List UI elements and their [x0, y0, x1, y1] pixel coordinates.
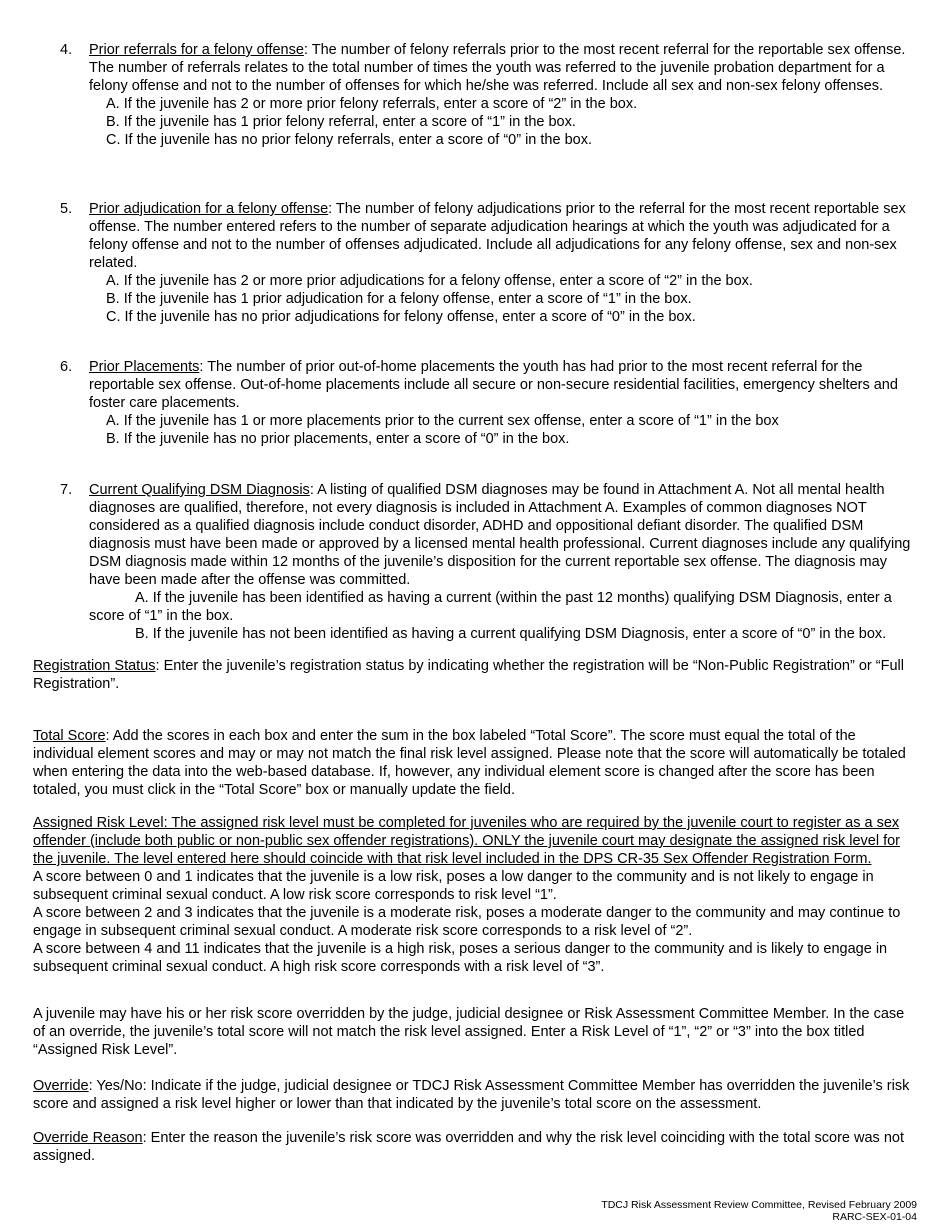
total-score-section — [33, 727, 918, 799]
item-7 — [60, 481, 915, 643]
item-title: Prior adjudication for a felony offense — [89, 201, 329, 217]
item-text: : The number of felony adjudications prior to the referral for the most recent reportable sex offense. The number entered refers to the number of separate adjudication hearings at which the youth was adjudicated for a felony offense and not to the number of offenses adjudicated. Include all adjudications for any felony offense, sex and non-sex related. — [89, 201, 906, 271]
risk-moderate-text: A score between 2 and 3 indicates that the juvenile is a moderate risk, poses a moderate danger to the community and may continue to engage in subsequent criminal sexual conduct. A moderate risk score corresponds to a risk level of “2”. — [33, 905, 901, 939]
option-b: B. If the juvenile has not been identified as having a current qualifying DSM Diagnosis, enter a score of “0” in the box. — [135, 626, 887, 642]
item-5 — [60, 200, 915, 326]
assigned-risk-level-section — [33, 814, 918, 976]
footer-form-id: RARC-SEX-01-04 — [832, 1211, 917, 1223]
item-options — [106, 95, 915, 149]
section-title: Override — [33, 1078, 89, 1094]
item-number: 5. — [60, 201, 73, 217]
item-title: Current Qualifying DSM Diagnosis — [89, 482, 310, 498]
section-text: : Enter the reason the juvenile’s risk score was overridden and why the risk level coinciding with the total score was not assigned. — [33, 1130, 904, 1164]
option-b: B. If the juvenile has no prior placements, enter a score of “0” in the box. — [106, 431, 570, 447]
item-number: 4. — [60, 42, 73, 58]
section-title: Assigned Risk Level: The assigned risk level must be completed for juveniles who are required by the juvenile court to register as a sex offender (include both public or non-public sex offender registrations). ONLY the juvenile court may designate the assigned risk level for the juvenile. The level entered here should coincide with that risk level included in the DPS CR-35 Sex Offender Registration Form. — [33, 815, 900, 867]
item-text: : The number of felony referrals prior to the most recent referral for the reportable sex offense. The number of referrals relates to the total number of times the youth was referred to the juvenile probation department for a felony offense and not to the number of offenses for which he/she was referred. Include all sex and non-sex felony offenses. — [89, 42, 906, 94]
registration-status-section — [33, 657, 918, 693]
item-4 — [60, 41, 915, 149]
item-text: : A listing of qualified DSM diagnoses may be found in Attachment A. Not all mental health diagnoses are qualified, therefore, not every diagnosis is included in Attachment A. Examples of common diagnoses NOT considered as a qualified diagnosis include conduct disorder, ADHD and oppositional defiant disorder. The qualified DSM diagnosis must have been made or approved by a licensed mental health professional. Current diagnoses include any qualifying DSM diagnosis made within 12 months of the juvenile’s disposition for the current reportable sex offense. The diagnosis may have been made after the offense was committed. — [89, 482, 911, 588]
risk-low-text: A score between 0 and 1 indicates that the juvenile is a low risk, poses a low danger to the community and is not likely to engage in subsequent criminal sexual conduct. A low risk score corresponds to risk level “1”. — [33, 869, 874, 903]
item-number: 6. — [60, 359, 73, 375]
footer-revision: TDCJ Risk Assessment Review Committee, Revised February 2009 — [601, 1199, 917, 1211]
item-body — [89, 481, 915, 643]
option-c: C. If the juvenile has no prior adjudications for felony offense, enter a score of “0” in the box. — [106, 309, 696, 325]
item-text: : The number of prior out-of-home placements the youth has had prior to the most recent referral for the reportable sex offense. Out-of-home placements include all secure or non-secure residential facilities, emergency shelters and foster care placements. — [89, 359, 898, 411]
section-text: : Yes/No: Indicate if the judge, judicial designee or TDCJ Risk Assessment Committee Member has overridden the juvenile’s risk score and assigned a risk level higher or lower than that indicated by the juvenile’s total score on the assessment. — [33, 1078, 910, 1112]
section-title: Total Score — [33, 728, 106, 744]
option-a: A. If the juvenile has 1 or more placements prior to the current sex offense, enter a score of “1” in the box — [106, 413, 779, 429]
item-number: 7. — [60, 482, 73, 498]
section-text: : Enter the juvenile’s registration status by indicating whether the registration will be “Non-Public Registration” or “Full Registration”. — [33, 658, 904, 692]
option-a: A. If the juvenile has 2 or more prior felony referrals, enter a score of “2” in the box. — [106, 96, 638, 112]
item-body — [89, 200, 915, 272]
section-title: Override Reason — [33, 1130, 143, 1146]
option-b: B. If the juvenile has 1 prior adjudication for a felony offense, enter a score of “1” in the box. — [106, 291, 692, 307]
item-body — [89, 41, 915, 95]
override-reason-section — [33, 1129, 918, 1165]
option-c: C. If the juvenile has no prior felony referrals, enter a score of “0” in the box. — [106, 132, 592, 148]
option-b: B. If the juvenile has 1 prior felony referral, enter a score of “1” in the box. — [106, 114, 576, 130]
item-options — [106, 412, 915, 448]
item-options — [106, 272, 915, 326]
item-title: Prior referrals for a felony offense — [89, 42, 304, 58]
item-body — [89, 358, 915, 412]
item-6 — [60, 358, 915, 448]
option-a: A. If the juvenile has 2 or more prior adjudications for a felony offense, enter a score of “2” in the box. — [106, 273, 753, 289]
page-footer — [601, 1199, 917, 1223]
option-a: A. If the juvenile has been identified as having a current (within the past 12 months) qualifying DSM Diagnosis, enter a score of “1” in the box. — [89, 590, 892, 624]
section-text: : Add the scores in each box and enter the sum in the box labeled “Total Score”. The score must equal the total of the individual element scores and may or may not match the final risk level assigned. Please note that the score will automatically be totaled when entering the data into the web-based database. If, however, any individual element score is changed after the score has been totaled, you must click in the “Total Score” box or manually update the field. — [33, 728, 906, 798]
override-section — [33, 1077, 918, 1113]
item-title: Prior Placements — [89, 359, 200, 375]
section-title: Registration Status — [33, 658, 156, 674]
override-paragraph: A juvenile may have his or her risk score overridden by the judge, judicial designee or Risk Assessment Committee Member. In the case of an override, the juvenile’s total score will not match the risk level assigned. Enter a Risk Level of “1”, “2” or “3” into the box titled “Assigned Risk Level”. — [33, 1006, 905, 1058]
risk-high-text: A score between 4 and 11 indicates that the juvenile is a high risk, poses a serious danger to the community and is likely to engage in subsequent criminal sexual conduct. A high risk score corresponds with a risk level of “3”. — [33, 941, 888, 975]
